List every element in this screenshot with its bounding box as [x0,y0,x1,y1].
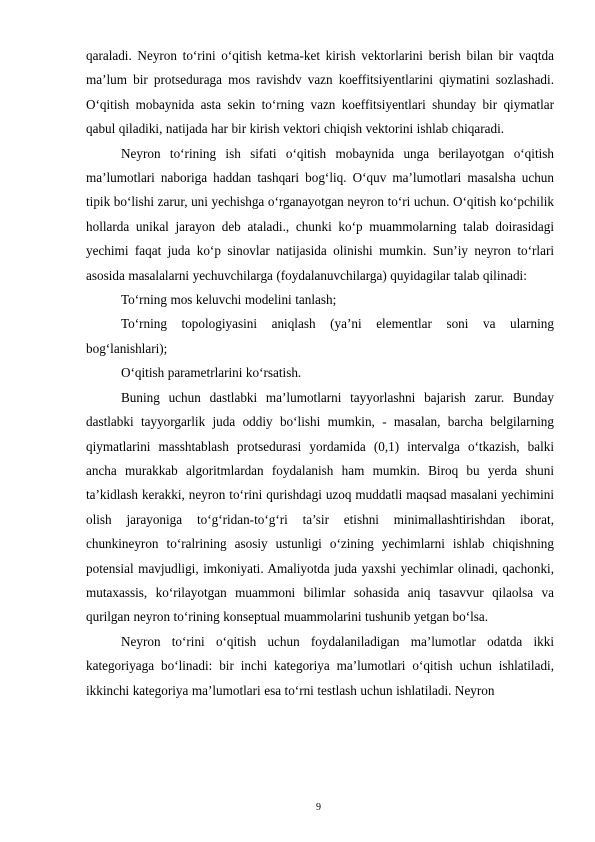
paragraph-4: Neyron to‘rini o‘qitish uchun foydalaniladigan ma’lumotlar odatda ikki kategoriyaga bo‘linadi: bir inchi kategoriya ma’lumotlari o‘qitish uchun ishlatiladi, ikkinchi kategoriya ma’lumotlari esa to‘rni testlash uchun ishlatiladi. Neyron [86,633,554,698]
paragraph-2: Neyron to‘rining ish sifati o‘qitish mobaynida unga berilayotgan o‘qitish ma’lumotlari naboriga haddan tashqari bog‘liq. O‘quv ma’lumotlari masalsha uchun tipik bo‘lishi zarur, uni yechishga o‘rganayotgan neyron to‘ri uchun. O‘qitish ko‘pchilik hollarda unikal jarayon deb ataladi., chunki ko‘p muammolarning talab doirasidagi yechimi faqat juda ko‘p sinovlar natijasida olinishi mumkin. Sun’iy neyron to‘rlari asosida masalalarni yechuvchilarga (foydalanuvchilarga) quyidagilar talab qilinadi: [86,145,554,283]
list-item-topology: To‘rning topologiyasini aniqlash (ya’ni elementlar soni va ularning bog‘lanishlari); [86,316,554,356]
paragraph-3: Buning uchun dastlabki ma’lumotlarni tayyorlashni bajarish zarur. Bunday dastlabki tayyorgarlik juda oddiy bo‘lishi mumkin, - masalan, barcha belgilarning qiymatlarini masshtablash protsedurasi yordamida (0,1) intervalga o‘tkazish, balki ancha murakkab algoritmlardan foydalanish ham mumkin. Biroq bu yerda shuni ta’kidlash kerakki, neyron to‘rini qurishdagi uzoq muddatli maqsad masalani yechimini olish jarayoniga to‘g‘ridan-to‘g‘ri ta’sir etishni minimallashtirishdan iborat, chunkineyron to‘ralrining asosiy ustunligi o‘zining yechimlarni ishlab chiqishning potensial mavjudligi, imkoniyati. Amaliyotda juda yaxshi yechimlar olinadi, qachonki, mutaxassis, ko‘rilayotgan muammoni bilimlar sohasida aniq tasavvur qilaolsa va qurilgan neyron to‘rining konseptual muammolarini tushunib yetgan bo‘lsa. [86,389,554,625]
document-page [86,44,554,703]
list-item-model: To‘rning mos keluvchi modelini tanlash; [121,292,337,308]
page-number: 9 [316,802,321,813]
list-item-parameters: O‘qitish parametrlarini ko‘rsatish. [121,365,302,381]
paragraph-1: qaraladi. Neyron to‘rini o‘qitish ketma-ket kirish vektorlarini berish bilan bir vaqtda ma’lum bir protseduraga mos ravishdv vazn koeffitsiyentlarini qiymatini sozlashadi. O‘qitish mobaynida asta sekin to‘rning vazn koeffitsiyentlari shunday bir qiymatlar qabul qiladiki, natijada har bir kirish vektori chiqish vektorini ishlab chiqaradi. [86,48,554,137]
